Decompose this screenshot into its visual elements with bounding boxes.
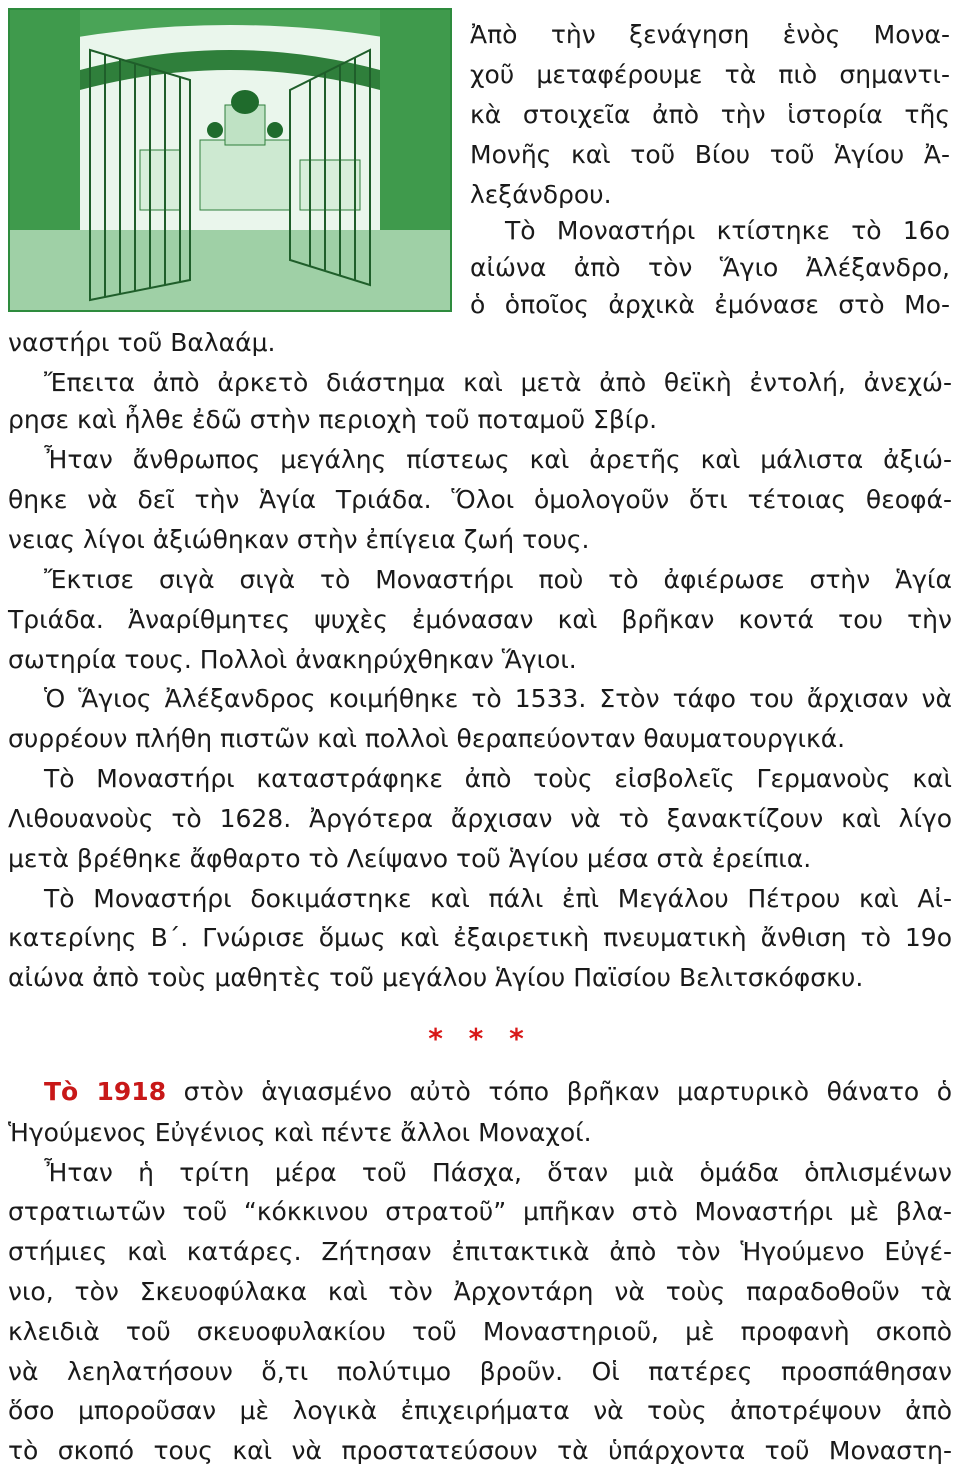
text-line: νὰ λεηλατήσουν ὅ,τι πολύτιμο βροῦν. Οἱ πατέρες προσπάθησαν bbox=[8, 1357, 952, 1386]
text-line: θηκε νὰ δεῖ τὴν Ἁγία Τριάδα. Ὅλοι ὁμολογοῦν ὅτι τέτοιας θεοφά- bbox=[8, 485, 952, 514]
text-line: Ἔκτισε σιγὰ σιγὰ τὸ Μοναστήρι ποὺ τὸ ἀφιέρωσε στὴν Ἁγία bbox=[44, 565, 952, 594]
text-line: Ἔπειτα ἀπὸ ἀρκετὸ διάστημα καὶ μετὰ ἀπὸ θεϊκὴ ἐντολή, ἀνεχώ- bbox=[44, 368, 952, 397]
text-line: λεξάνδρου. bbox=[470, 180, 612, 209]
text-line: ὅσο μποροῦσαν μὲ λογικὰ ἐπιχειρήματα νὰ τοὺς ἀποτρέψουν ἀπὸ bbox=[8, 1396, 952, 1425]
text-line: Ἦταν ἡ τρίτη μέρα τοῦ Πάσχα, ὅταν μιὰ ὁμάδα ὁπλισμένων bbox=[44, 1158, 952, 1187]
text-line: στήμιες καὶ κατάρες. Ζήτησαν ἐπιτακτικὰ ἀπὸ τὸν Ἡγούμενο Εὐγέ- bbox=[8, 1237, 952, 1266]
text-fragment: στὸν ἁγιασμένο αὐτὸ τόπο βρῆκαν μαρτυρικὸ θάνατο ὁ bbox=[166, 1077, 952, 1106]
text-line: Τριάδα. Ἀναρίθμητες ψυχὲς ἐμόνασαν καὶ βρῆκαν κοντά του τὴν bbox=[8, 605, 952, 634]
text-line: Μονῆς καὶ τοῦ Βίου τοῦ Ἁγίου Ἀ- bbox=[470, 140, 950, 169]
text-line: Ἀπὸ τὴν ξενάγηση ἑνὸς Μονα- bbox=[470, 20, 950, 49]
text-line: κλειδιὰ τοῦ σκευοφυλακίου τοῦ Μοναστηριοῦ, μὲ προφανὴ σκοπὸ bbox=[8, 1317, 952, 1346]
text-line: αἰώνα ἀπὸ τοὺς μαθητὲς τοῦ μεγάλου Ἁγίου Παϊσίου Βελιτσκόφσκυ. bbox=[8, 963, 864, 992]
text-line: κατερίνης Β΄. Γνώρισε ὅμως καὶ ἐξαιρετικὴ πνευματικὴ ἄνθιση τὸ 19ο bbox=[8, 923, 952, 952]
text-line: αἰώνα ἀπὸ τὸν Ἅγιο Ἀλέξανδρο, bbox=[470, 253, 950, 282]
section-separator: * * * bbox=[428, 1022, 532, 1055]
text-line: κὰ στοιχεῖα ἀπὸ τὴν ἱστορία τῆς bbox=[470, 100, 950, 129]
text-line: Λιθουανοὺς τὸ 1628. Ἀργότερα ἄρχισαν νὰ τὸ ξανακτίζουν καὶ λίγο bbox=[8, 804, 952, 833]
text-line: νιο, τὸν Σκευοφύλακα καὶ τὸν Ἀρχοντάρη νὰ τοὺς παραδοθοῦν τὰ bbox=[8, 1277, 952, 1306]
monastery-gate-photo bbox=[8, 8, 452, 312]
text-line: Τὸ Μοναστήρι δοκιμάστηκε καὶ πάλι ἐπὶ Μεγάλου Πέτρου καὶ Αἰ- bbox=[44, 884, 952, 913]
text-line: συρρέουν πλήθη πιστῶν καὶ πολλοὶ θεραπεύονταν θαυματουργικά. bbox=[8, 724, 846, 753]
text-line: σωτηρία τους. Πολλοὶ ἀνακηρύχθηκαν Ἅγιοι. bbox=[8, 645, 577, 674]
text-line: Ἡγούμενος Εὐγένιος καὶ πέντε ἄλλοι Μοναχοί. bbox=[8, 1118, 592, 1147]
text-line: μετὰ βρέθηκε ἄφθαρτο τὸ Λείψανο τοῦ Ἁγίου μέσα στὰ ἐρείπια. bbox=[8, 844, 812, 873]
text-line: ναστήρι τοῦ Βαλαάμ. bbox=[8, 328, 276, 357]
text-line: χοῦ μεταφέρουμε τὰ πιὸ σημαντι- bbox=[470, 60, 950, 89]
text-line: Τὸ Μοναστήρι κτίστηκε τὸ 16ο bbox=[505, 216, 950, 245]
text-line bbox=[44, 1075, 952, 1109]
text-line: ρησε καὶ ἦλθε ἐδῶ στὴν περιοχὴ τοῦ ποταμοῦ Σβίρ. bbox=[8, 405, 658, 434]
text-line: τὸ σκοπό τους καὶ νὰ προστατεύσουν τὰ ὑπάρχοντα τοῦ Μοναστη- bbox=[8, 1436, 952, 1465]
year-highlight: Τὸ 1918 bbox=[44, 1077, 167, 1106]
text-line: Ὁ Ἅγιος Ἀλέξανδρος κοιμήθηκε τὸ 1533. Στὸν τάφο του ἄρχισαν νὰ bbox=[44, 684, 952, 713]
text-line: νειας λίγοι ἀξιώθηκαν στὴν ἐπίγεια ζωή τους. bbox=[8, 525, 590, 554]
text-line: ὁ ὁποῖος ἀρχικὰ ἐμόνασε στὸ Μο- bbox=[470, 290, 950, 319]
text-line: στρατιωτῶν τοῦ “κόκκινου στρατοῦ” μπῆκαν στὸ Μοναστήρι μὲ βλα- bbox=[8, 1197, 952, 1226]
text-line: Ἦταν ἄνθρωπος μεγάλης πίστεως καὶ ἀρετῆς καὶ μάλιστα ἀξιώ- bbox=[44, 445, 952, 474]
text-line: Τὸ Μοναστήρι καταστράφηκε ἀπὸ τοὺς εἰσβολεῖς Γερμανοὺς καὶ bbox=[44, 764, 952, 793]
